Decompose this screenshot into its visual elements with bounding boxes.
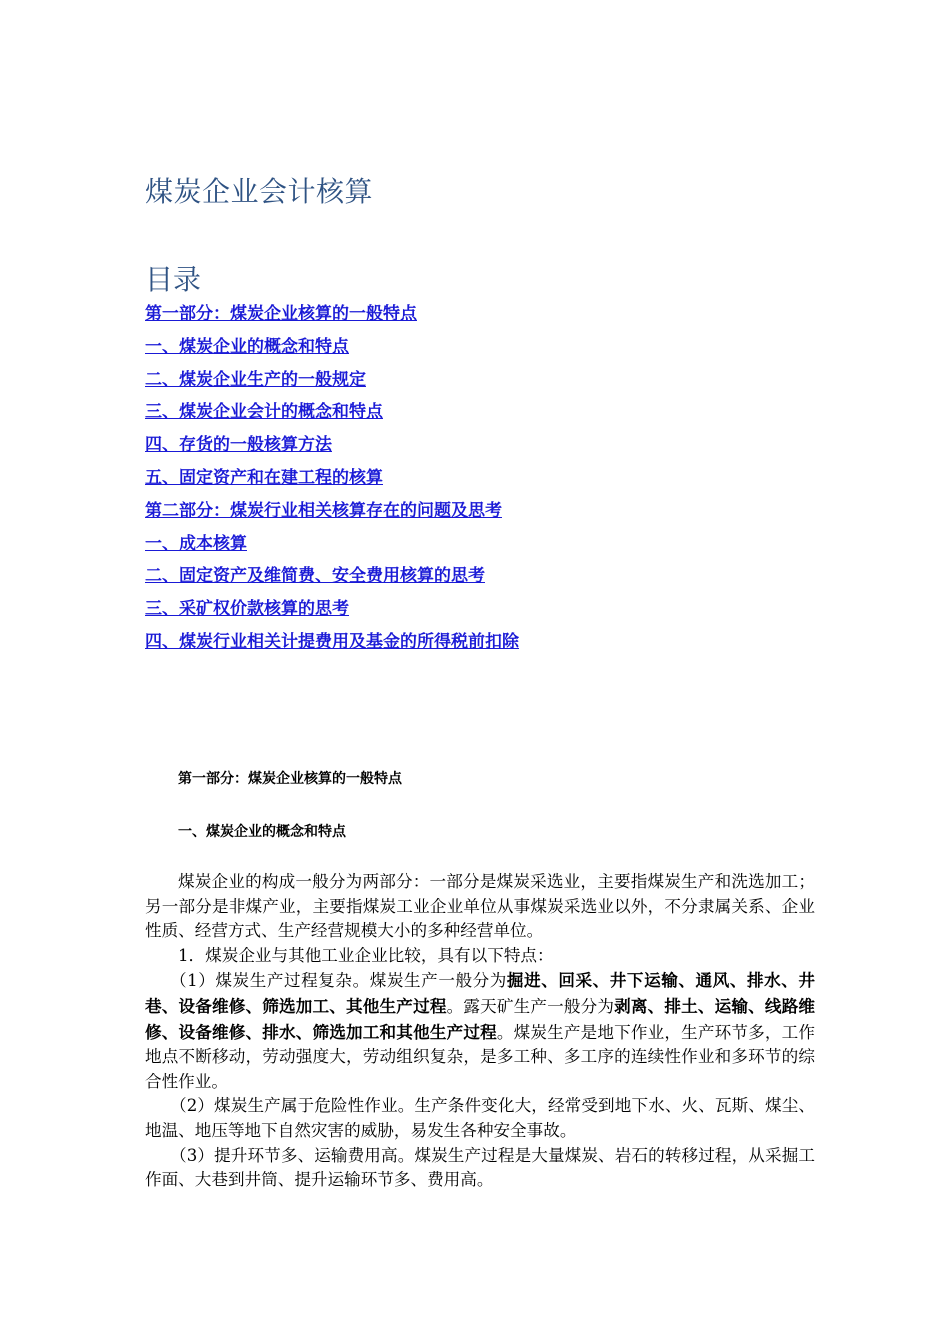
subsection-heading: 一、煤炭企业的概念和特点 xyxy=(178,824,346,840)
toc-link[interactable]: 第一部分：煤炭企业核算的一般特点 xyxy=(145,304,417,324)
toc-item xyxy=(145,464,519,497)
toc-item xyxy=(145,530,519,563)
toc-link[interactable]: 二、固定资产及维简费、安全费用核算的思考 xyxy=(145,566,485,587)
toc-link[interactable]: 四、煤炭行业相关计提费用及基金的所得税前扣除 xyxy=(145,631,519,652)
paragraph: （3）提升环节多、运输费用高。煤炭生产过程是大量煤炭、岩石的转移过程，从采掘工作面、大巷到井筒、提升运输环节多、费用高。 xyxy=(145,1145,815,1190)
toc-item xyxy=(145,300,519,333)
body-text xyxy=(145,870,815,1193)
paragraph-text: （1）煤炭生产过程复杂。煤炭生产一般分为 xyxy=(170,971,507,991)
toc-item xyxy=(145,431,519,464)
toc-link[interactable]: 三、采矿权价款核算的思考 xyxy=(145,599,349,620)
toc-item xyxy=(145,497,519,530)
toc-link[interactable]: 二、煤炭企业生产的一般规定 xyxy=(145,369,366,390)
paragraph: 煤炭企业的构成一般分为两部分：一部分是煤炭采选业，主要指煤炭生产和洗选加工；另一部分是非煤产业，主要指煤炭工业企业单位从事煤炭采选业以外，不分隶属关系、企业性质、经营方式、生产经营规模大小的多种经营单位。 xyxy=(145,872,815,941)
toc-item xyxy=(145,628,519,661)
toc-link[interactable]: 一、成本核算 xyxy=(145,533,247,554)
toc-link[interactable]: 五、固定资产和在建工程的核算 xyxy=(145,467,383,488)
toc-link[interactable]: 一、煤炭企业的概念和特点 xyxy=(145,336,349,357)
paragraph: （2）煤炭生产属于危险性作业。生产条件变化大，经常受到地下水、火、瓦斯、煤尘、地温、地压等地下自然灾害的威胁，易发生各种安全事故。 xyxy=(145,1096,815,1140)
toc-item xyxy=(145,366,519,399)
toc-item xyxy=(145,398,519,431)
paragraph-text: 。露天矿生产一般分为 xyxy=(446,996,615,1016)
document-title: 煤炭企业会计核算 xyxy=(145,175,374,208)
toc-link[interactable]: 第二部分：煤炭行业相关核算存在的问题及思考 xyxy=(145,500,502,521)
toc-item xyxy=(145,333,519,366)
toc-link[interactable]: 四、存货的一般核算方法 xyxy=(145,435,332,456)
paragraph-text: 。煤炭生产是地下作业，生产环节多，工作地点不断移动，劳动强度大，劳动组织复杂，是多工种、多工序的连续性作业和多环节的综合性作业。 xyxy=(145,1022,816,1091)
toc-link[interactable]: 三、煤炭企业会计的概念和特点 xyxy=(145,402,383,423)
toc-item xyxy=(145,562,519,595)
bold-text: 掘进、回采、井下运输、通风、排水、井巷、设备维修、筛选加工、其他生产过程 xyxy=(145,970,815,1016)
section-heading: 第一部分：煤炭企业核算的一般特点 xyxy=(178,771,402,787)
toc-item xyxy=(145,595,519,628)
toc-heading: 目录 xyxy=(145,263,202,296)
paragraph: 1．煤炭企业与其他工业企业比较，具有以下特点： xyxy=(178,945,554,965)
bold-text: 剥离、排土、运输、线路维修、设备维修、排水、筛选加工和其他生产过程 xyxy=(145,995,816,1042)
paragraph xyxy=(145,968,815,1094)
table-of-contents xyxy=(145,300,519,661)
